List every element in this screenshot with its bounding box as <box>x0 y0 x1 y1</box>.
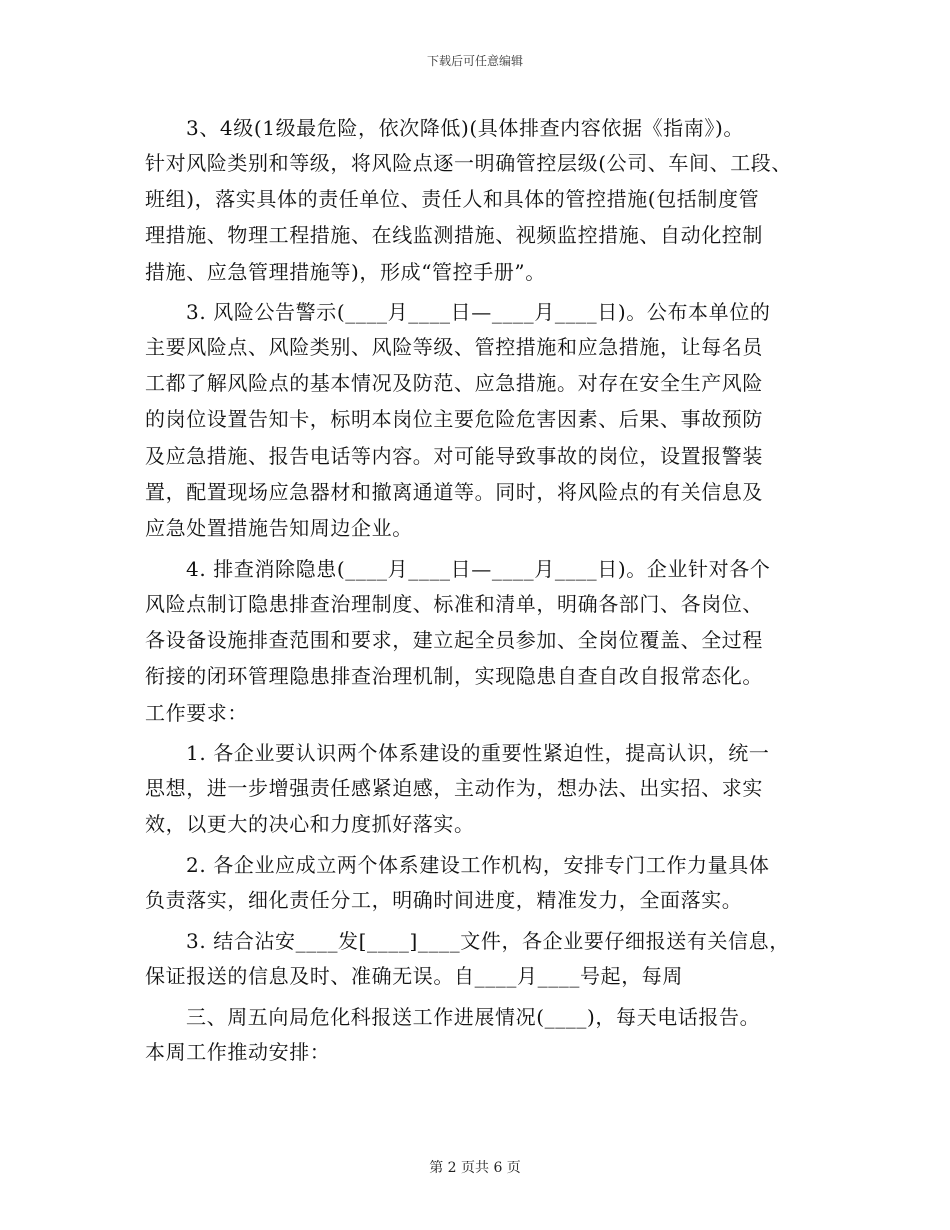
body-line: 本周工作推动安排： <box>145 1040 331 1064</box>
body-line: 思想，进一步增强责任感紧迫感，主动作为，想办法、出实招、求实 <box>145 776 763 800</box>
body-line: 班组)，落实具体的责任单位、责任人和具体的管控措施(包括制度管 <box>145 187 760 211</box>
body-line: 3. 风险公告警示(____月____日—____月____日)。公布本单位的 <box>186 300 771 324</box>
body-line: 的岗位设置告知卡，标明本岗位主要危险危害因素、后果、事故预防 <box>145 407 763 431</box>
body-line: 各设备设施排查范围和要求，建立起全员参加、全岗位覆盖、全过程 <box>145 628 763 652</box>
body-line: 置，配置现场应急器材和撤离通道等。同时，将风险点的有关信息及 <box>145 480 763 504</box>
body-line: 衔接的闭环管理隐患排查治理机制，实现隐患自查自改自报常态化。 <box>145 664 763 688</box>
page-header: 下载后可任意编辑 <box>426 54 523 68</box>
body-line: 理措施、物理工程措施、在线监测措施、视频监控措施、自动化控制 <box>145 223 763 247</box>
page-footer: 第 2 页共 6 页 <box>429 1160 521 1176</box>
body-line: 效，以更大的决心和力度抓好落实。 <box>145 812 475 836</box>
body-line: 针对风险类别和等级，将风险点逐一明确管控层级(公司、车间、工段、 <box>145 151 793 175</box>
body-line: 负责落实，细化责任分工，明确时间进度，精准发力，全面落实。 <box>145 888 743 912</box>
body-line: 保证报送的信息及时、准确无误。自____月____号起，每周 <box>145 964 683 988</box>
body-line: 2. 各企业应成立两个体系建设工作机构，安排专门工作力量具体 <box>186 853 770 877</box>
body-line: 风险点制订隐患排查治理制度、标准和清单，明确各部门、各岗位、 <box>145 592 763 616</box>
body-line: 工都了解风险点的基本情况及防范、应急措施。对存在安全生产风险 <box>145 371 763 395</box>
body-line: 应急处置措施告知周边企业。 <box>145 516 413 540</box>
body-line: 3、4级(1级最危险，依次降低)(具体排查内容依据《指南》)。 <box>186 116 744 140</box>
body-line: 4. 排查消除隐患(____月____日—____月____日)。企业针对各个 <box>186 557 771 581</box>
body-line: 1. 各企业要认识两个体系建设的重要性紧迫性，提高认识，统一 <box>186 741 770 765</box>
body-line: 三、周五向局危化科报送工作进展情况(____)，每天电话报告。 <box>186 1005 761 1029</box>
body-line: 主要风险点、风险类别、风险等级、管控措施和应急措施，让每名员 <box>145 335 763 359</box>
body-line: 措施、应急管理措施等)，形成“管控手册”。 <box>145 260 546 284</box>
body-line: 3. 结合沾安____发[____]____文件，各企业要仔细报送有关信息， <box>186 929 790 953</box>
body-line: 工作要求： <box>145 701 248 725</box>
body-line: 及应急措施、报告电话等内容。对可能导致事故的岗位，设置报警装 <box>145 444 763 468</box>
